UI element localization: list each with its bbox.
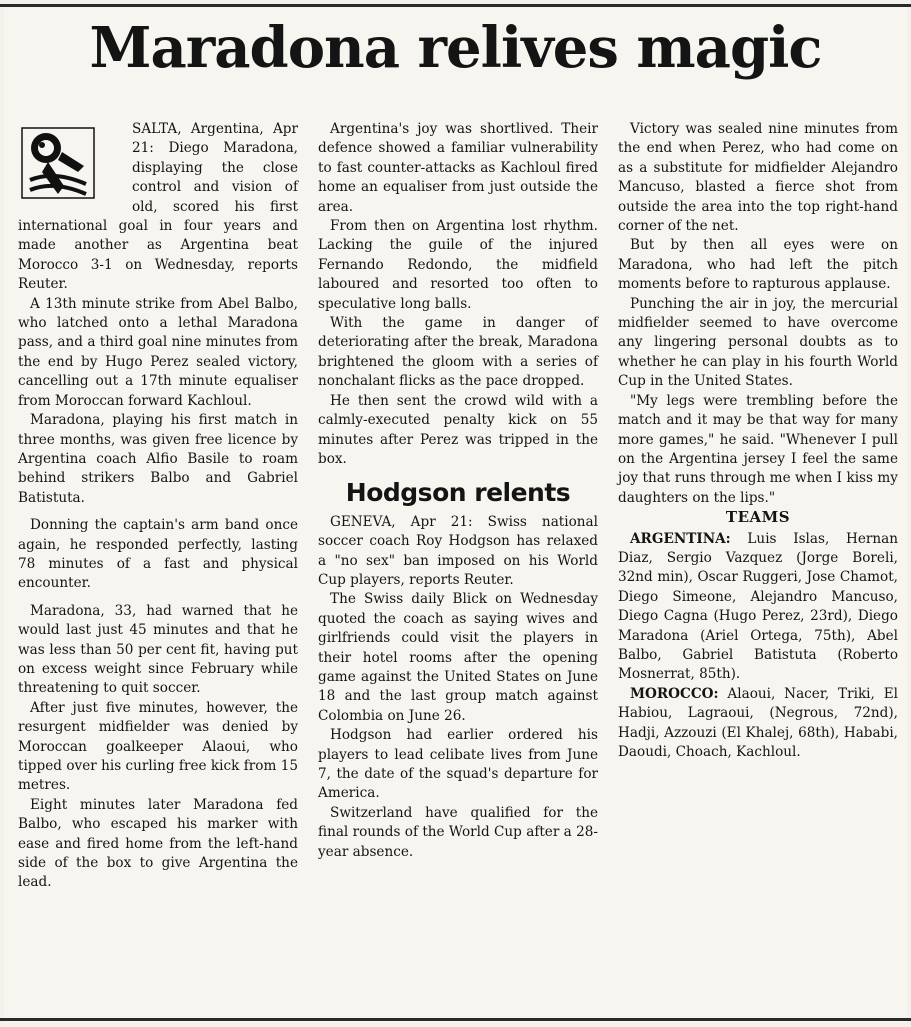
teams-argentina bbox=[618, 530, 898, 685]
main-paragraph: Argentina's joy was shortlived. Their defence showed a familiar vulnerability to fast counter-attacks as Kachloul fired home an equaliser from just outside the area. bbox=[318, 121, 598, 215]
column-3 bbox=[618, 120, 898, 762]
teams-heading: TEAMS bbox=[725, 508, 791, 527]
morocco-label: MOROCCO: bbox=[630, 685, 719, 702]
main-paragraph: He then sent the crowd wild with a calmly-executed penalty kick on 55 minutes after Perez was tripped in the box. bbox=[318, 392, 598, 467]
headline: Maradona relives magic bbox=[89, 15, 822, 81]
main-paragraph: With the game in danger of deteriorating after the break, Maradona brightened the gloom with a series of nonchalant flicks as the pace dropped. bbox=[318, 315, 598, 390]
main-paragraph: "My legs were trembling before the match and it may be that way for many more games," he said. "Whenever I pull on the Argentina jersey I feel the same joy that runs through me when I kiss my daughters on the lips." bbox=[618, 392, 898, 506]
main-paragraph: But by then all eyes were on Maradona, who had left the pitch moments before to rapturous applause. bbox=[618, 237, 898, 293]
main-paragraph: After just five minutes, however, the resurgent midfielder was denied by Moroccan goalkeeper Alaoui, who tipped over his curling free kick from 15 metres. bbox=[18, 699, 298, 794]
sidebar-paragraph: GENEVA, Apr 21: Swiss national soccer coach Roy Hodgson has relaxed a "no sex" ban imposed on his World Cup players, reports Reuter. bbox=[318, 513, 598, 588]
argentina-lineup: Luis Islas, Hernan Diaz, Sergio Vazquez (Jorge Boreli, 32nd min), Oscar Ruggeri, Jose Chamot, Diego Simeone, Alejandro Mancuso, Diego Cagna (Hugo Perez, 23rd), Diego Maradona (Ariel Ortega, 75th), Abel Balbo, Gabriel Batistuta (Roberto Mosnerrat, 85th). bbox=[618, 530, 898, 683]
main-paragraph: Victory was sealed nine minutes from the end when Perez, who had come on as a substitute for midfielder Alejandro Mancuso, blasted a fierce shot from outside the area into the top right-hand corner of the net. bbox=[618, 121, 898, 235]
world-cup-94-logo-icon bbox=[18, 122, 124, 202]
argentina-label: ARGENTINA: bbox=[630, 530, 731, 547]
sidebar-paragraph: Hodgson had earlier ordered his players to lead celibate lives from June 7, the date of the squad's departure for America. bbox=[318, 727, 598, 802]
main-paragraph: Donning the captain's arm band once again, he responded perfectly, lasting 78 minutes of a fast and physical encounter. bbox=[18, 517, 298, 592]
main-paragraph: From then on Argentina lost rhythm. Lacking the guile of the injured Fernando Redondo, the midfield laboured and resorted too often to speculative long balls. bbox=[318, 218, 598, 312]
main-paragraph: SALTA, Argentina, Apr 21: Diego Maradona, displaying the close control and vision of old, scored his first international goal in four years and made another as Argentina beat Morocco 3-1 on Wednesday, reports Reuter. bbox=[18, 121, 298, 293]
column-2 bbox=[318, 120, 598, 862]
main-paragraph: Punching the air in joy, the mercurial midfielder seemed to have overcome any lingering personal doubts as to whether he can play in his fourth World Cup in the United States. bbox=[618, 295, 898, 390]
morocco-lineup: Alaoui, Nacer, Triki, El Habiou, Lagraoui, (Negrous, 72nd), Hadji, Azzouzi (El Khalej, 68th), Hababi, Daoudi, Choach, Kachloul. bbox=[618, 685, 898, 760]
main-paragraph: Eight minutes later Maradona fed Balbo, who escaped his marker with ease and fired home from the left-hand side of the box to give Argentina the lead. bbox=[18, 796, 298, 891]
bottom-rule bbox=[0, 1018, 911, 1021]
main-paragraph: A 13th minute strike from Abel Balbo, who latched onto a lethal Maradona pass, and a third goal nine minutes from the end by Hugo Perez sealed victory, cancelling out a 17th minute equaliser from Moroccan forward Kachloul. bbox=[18, 295, 298, 409]
top-rule bbox=[0, 4, 911, 7]
sidebar-headline: Hodgson relents bbox=[345, 478, 571, 508]
sidebar-paragraph: Switzerland have qualified for the final rounds of the World Cup after a 28-year absence. bbox=[318, 804, 598, 860]
teams-morocco bbox=[618, 685, 898, 763]
main-paragraph: Maradona, 33, had warned that he would last just 45 minutes and that he was less than 50 per cent fit, having put on excess weight since February while threatening to quit soccer. bbox=[18, 602, 298, 697]
column-1 bbox=[18, 120, 298, 893]
sidebar-paragraph: The Swiss daily Blick on Wednesday quoted the coach as saying wives and girlfriends could visit the players in their hotel rooms after the opening game against the United States on June 18 and the last group match against Colombia on June 26. bbox=[318, 591, 598, 724]
main-paragraph: Maradona, playing his first match in three months, was given free licence by Argentina coach Alfio Basile to roam behind strikers Balbo and Gabriel Batistuta. bbox=[18, 412, 298, 506]
